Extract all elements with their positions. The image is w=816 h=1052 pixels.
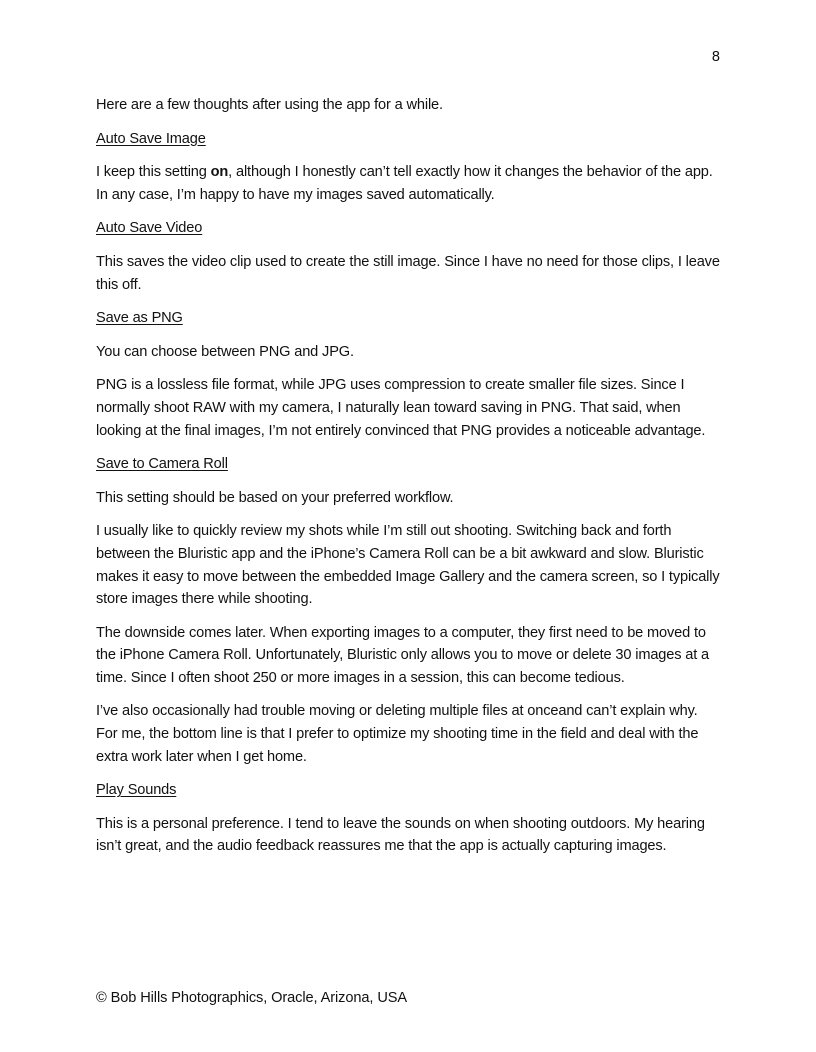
auto-save-image-text-start: I keep this setting [96,164,211,181]
auto-save-image-paragraph [96,161,722,206]
play-sounds-paragraph: This is a personal preference. I tend to leave the sounds on when shooting outdoors. My hearing isn’t great, and the audio feedback reassures me that the app is actually capturing images. [96,815,705,855]
page-number: 8 [711,49,720,65]
auto-save-image-bold-on: on [210,164,229,181]
auto-save-video-paragraph: This saves the video clip used to create the still image. Since I have no need for those clips, I leave this off. [96,253,720,293]
document-body [96,94,722,869]
heading-play-sounds: Play Sounds [96,782,177,799]
heading-save-to-camera-roll: Save to Camera Roll [96,456,228,473]
footer-copyright: © Bob Hills Photographics, Oracle, Arizona, USA [96,990,408,1006]
save-as-png-paragraph-1: You can choose between PNG and JPG. [96,343,354,360]
heading-save-as-png: Save as PNG [96,310,183,327]
heading-auto-save-image: Auto Save Image [96,130,206,147]
camera-roll-paragraph-3: The downside comes later. When exporting images to a computer, they first need to be moved to the iPhone Camera Roll. Unfortunately, Bluristic only allows you to move or delete 30 images at a time. Since I often shoot 250 or more images in a session, this can become tedious. [96,624,710,686]
auto-save-image-text-end: , although I honestly can’t tell exactly how it changes the behavior of the app. In any case, I’m happy to have my images saved automatically. [96,164,713,203]
heading-auto-save-video: Auto Save Video [96,220,203,237]
camera-roll-paragraph-4: I’ve also occasionally had trouble moving or deleting multiple files at onceand can’t explain why. For me, the bottom line is that I prefer to optimize my shooting time in the field and deal with the extra work later when I get home. [96,703,699,765]
camera-roll-paragraph-1: This setting should be based on your preferred workflow. [96,489,454,506]
save-as-png-paragraph-2: PNG is a lossless file format, while JPG uses compression to create smaller file sizes. Since I normally shoot RAW with my camera, I naturally lean toward saving in PNG. That said, when looking at the final images, I’m not entirely convinced that PNG provides a noticeable advantage. [96,377,706,439]
intro-paragraph: Here are a few thoughts after using the app for a while. [96,97,443,113]
camera-roll-paragraph-2: I usually like to quickly review my shots while I’m still out shooting. Switching back and forth between the Bluristic app and the iPhone’s Camera Roll can be a bit awkward and slow. Bluristic makes it easy to move between the embedded Image Gallery and the camera screen, so I typically store images there while shooting. [96,523,720,608]
